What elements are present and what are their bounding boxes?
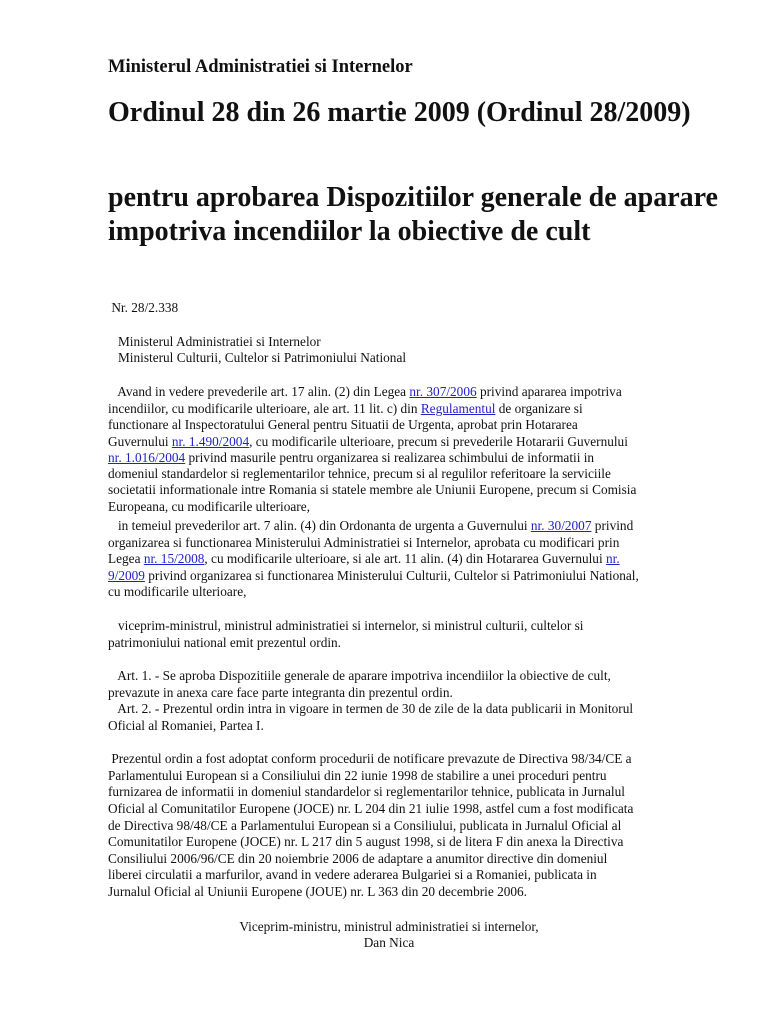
notice-line: Jurnalul Oficial al Uniunii Europene (JOUE) nr. L 363 din 20 decembrie 2006. bbox=[108, 884, 527, 899]
paragraph-line: organizarea si functionarea Ministerului Administratiei si Internelor, aprobata cu modificari prin bbox=[108, 535, 620, 550]
hg-link[interactable]: nr. 1.016/2004 bbox=[108, 450, 186, 465]
notice-line: Parlamentului European si a Consiliului din 22 iunie 1998 de stabilire a unei proceduri pentru bbox=[108, 768, 607, 783]
order-subtitle: pentru aprobarea Dispozitiilor generale de aparare impotriva incendiilor la obiective de cult bbox=[108, 182, 718, 247]
paragraph-line: viceprim-ministrul, ministrul administratiei si internelor, si ministrul culturii, cultelor si bbox=[108, 618, 584, 633]
notice-line: Oficial al Comunitatilor Europene (JOCE) nr. L 204 din 21 iulie 1998, astfel cum a fost modificata bbox=[108, 801, 634, 816]
issuer-line: Ministerul Administratiei si Internelor bbox=[108, 334, 321, 349]
order-number: Nr. 28/2.338 bbox=[108, 300, 179, 315]
article-line: Oficial al Romaniei, Partea I. bbox=[108, 718, 264, 733]
notice-line: Comunitatilor Europene (JOCE) nr. L 217 din 5 august 1998, si de litera F din anexa la Directiva bbox=[108, 834, 624, 849]
article-line: Art. 2. - Prezentul ordin intra in vigoare in termen de 30 de zile de la data publicarii in Monitorul bbox=[108, 701, 634, 716]
paragraph-line: Legea nr. 15/2008, cu modificarile ulterioare, si ale art. 11 alin. (4) din Hotararea Guvernului nr. bbox=[108, 551, 620, 566]
hg-link[interactable]: nr. bbox=[605, 551, 620, 566]
notice-line: Prezentul ordin a fost adoptat conform procedurii de notificare prevazute de Directiva 98/34/CE a bbox=[108, 751, 632, 766]
ordinance-link[interactable]: nr. 30/2007 bbox=[530, 518, 592, 533]
ministry-heading: Ministerul Administratiei si Internelor bbox=[108, 57, 413, 77]
paragraph-line: societatii informationale intre Romania si statele membre ale Uniunii Europene, precum si Comisia bbox=[108, 482, 637, 497]
law-link[interactable]: nr. 307/2006 bbox=[409, 384, 477, 399]
hg-link[interactable]: nr. 1.490/2004 bbox=[171, 434, 250, 449]
paragraph-line: in temeiul prevederilor art. 7 alin. (4) din Ordonanta de urgenta a Guvernului nr. 30/2007 privind bbox=[108, 518, 634, 533]
paragraph-line: cu modificarile ulterioare, bbox=[108, 584, 247, 599]
paragraph-line: functionare al Inspectoratului General pentru Situatii de Urgenta, aprobat prin Hotararea bbox=[108, 417, 578, 432]
paragraph-line: patrimoniului national emit prezentul ordin. bbox=[108, 635, 342, 650]
law-link[interactable]: nr. 15/2008 bbox=[143, 551, 205, 566]
paragraph-line: Europeana, cu modificarile ulterioare, bbox=[108, 499, 310, 514]
notice-line: de Directiva 98/48/CE a Parlamentului European si a Consiliului, publicata in Jurnalul Oficial al bbox=[108, 818, 622, 833]
signature-name: Dan Nica bbox=[363, 935, 415, 950]
paragraph-line: Avand in vedere prevederile art. 17 alin. (2) din Legea nr. 307/2006 privind apararea impotriva bbox=[108, 384, 622, 399]
paragraph-line: 9/2009 privind organizarea si functionarea Ministerului Culturii, Cultelor si Patrimoniului National, bbox=[108, 568, 639, 583]
paragraph-line: incendiilor, cu modificarile ulterioare, ale art. 11 lit. c) din Regulamentul de organizare si bbox=[108, 401, 583, 416]
notice-line: Consiliului 2006/96/CE din 20 noiembrie 2006 de adaptare a anumitor directive din domeniul bbox=[108, 851, 608, 866]
order-title: Ordinul 28 din 26 martie 2009 (Ordinul 28/2009) bbox=[108, 97, 691, 128]
hg-link[interactable]: 9/2009 bbox=[108, 568, 145, 583]
article-line: prevazute in anexa care face parte integranta din prezentul ordin. bbox=[108, 685, 453, 700]
article-line: Art. 1. - Se aproba Dispozitiile generale de aparare impotriva incendiilor la obiective de cult, bbox=[108, 668, 611, 683]
paragraph-line: nr. 1.016/2004 privind masurile pentru organizarea si realizarea schimbului de informatii in bbox=[108, 450, 595, 465]
notice-line: liberei circulatii a marfurilor, avand in vedere aderarea Bulgariei si a Romaniei, publicata in bbox=[108, 867, 597, 882]
issuer-line: Ministerul Culturii, Cultelor si Patrimoniului National bbox=[108, 350, 407, 365]
paragraph-line: Guvernului nr. 1.490/2004, cu modificarile ulterioare, precum si prevederile Hotararii Guvernului bbox=[108, 434, 628, 449]
notice-line: furnizarea de informatii in domeniul standardelor si reglementarilor tehnice, publicata in Jurnalul bbox=[108, 784, 625, 799]
signature-title: Viceprim-ministru, ministrul administratiei si internelor, bbox=[239, 919, 539, 934]
regulation-link[interactable]: Regulamentul bbox=[420, 401, 496, 416]
paragraph-line: domeniul standardelor si reglementarilor tehnice, precum si al regulilor referitoare la serviciile bbox=[108, 466, 611, 481]
